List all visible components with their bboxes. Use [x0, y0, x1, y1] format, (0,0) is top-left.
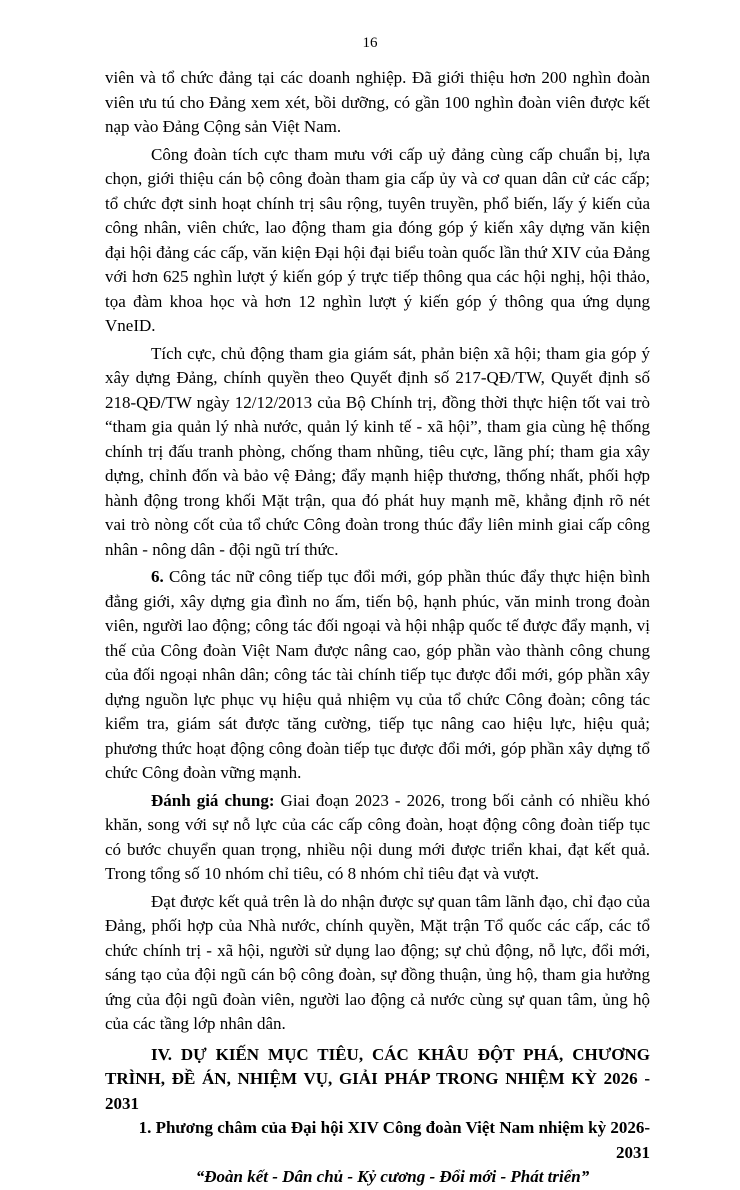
- paragraph-results: Đạt được kết quả trên là do nhận được sự quan tâm lãnh đạo, chỉ đạo của Đảng, phối hợp của Nhà nước, chính quyền, Mặt trận Tổ quốc các cấp, các tổ chức chính trị - xã hội, người sử dụng lao động; sự chủ động, nỗ lực, đổi mới, sáng tạo của đội ngũ cán bộ công đoàn, sự đồng thuận, ủng hộ, tham gia hưởng ứng của đội ngũ đoàn viên, người lao động cả nước cùng sự quan tâm, ủng hộ của các tầng lớp nhân dân.: [105, 891, 650, 1033]
- paragraph-general-assessment: [105, 789, 650, 887]
- guideline-subheading: 1. Phương châm của Đại hội XIV Công đoàn Việt Nam nhiệm kỳ 2026-2031: [138, 1118, 650, 1162]
- assessment-label: Đánh giá chung:: [151, 790, 275, 810]
- section-6-number: 6.: [151, 567, 164, 586]
- motto: “Đoàn kết - Dân chủ - Kỷ cương - Đổi mới - Phát triển”: [195, 1167, 590, 1186]
- assessment-text: Giai đoạn 2023 - 2026, trong bối cảnh có nhiều khó khăn, song với sự nỗ lực của các cấp công đoàn, hoạt động công đoàn tiếp tục có bước chuyển quan trọng, nhiều nội dung mới được triển khai, đạt kết quả. Trong tổng số 10 nhóm chỉ tiêu, có 8 nhóm chỉ tiêu đạt và vượt.: [105, 790, 650, 883]
- paragraph-union-advisory: Công đoàn tích cực tham mưu với cấp uỷ đảng cùng cấp chuẩn bị, lựa chọn, giới thiệu cán bộ công đoàn tham gia cấp ủy và cơ quan dân cử các cấp; tổ chức đợt sinh hoạt chính trị sâu rộng, tuyên truyền, phổ biến, lấy ý kiến của công nhân, viên chức, lao động tham gia đóng góp ý kiến xây dựng văn kiện đại hội đảng các cấp, văn kiện Đại hội đại biểu toàn quốc lần thứ XIV của Đảng với hơn 625 nghìn lượt ý kiến góp ý trực tiếp thông qua các hội nghị, hội thảo, tọa đàm khoa học và hơn 12 nghìn lượt ý kiến góp ý thông qua ứng dụng VneID.: [105, 144, 650, 335]
- paragraph-social-supervision: Tích cực, chủ động tham gia giám sát, phản biện xã hội; tham gia góp ý xây dựng Đảng, chính quyền theo Quyết định số 217-QĐ/TW, Quyết định số 218-QĐ/TW ngày 12/12/2013 của Bộ Chính trị, đồng thời thực hiện tốt vai trò “tham gia quản lý nhà nước, quản lý kinh tế - xã hội”, tham gia cùng hệ thống chính trị đấu tranh phòng, chống tham nhũng, tiêu cực, lãng phí; tham gia xây dựng, chỉnh đốn và bảo vệ Đảng; đẩy mạnh hiệp thương, thống nhất, phối hợp hành động trong khối Mặt trận, qua đó phát huy mạnh mẽ, khẳng định rõ nét vai trò nòng cốt của tổ chức Công đoàn trong thúc đẩy liên minh giai cấp công nhân - nông dân - đội ngũ trí thức.: [105, 343, 650, 559]
- section-6-text: Công tác nữ công tiếp tục đổi mới, góp phần thúc đẩy thực hiện bình đẳng giới, xây dựng gia đình no ấm, tiến bộ, hạnh phúc, văn minh trong đoàn viên, người lao động; công tác đối ngoại và hội nhập quốc tế được đẩy mạnh, vị thế của Công đoàn Việt Nam được nâng cao, góp phần vào thành công chung của đối ngoại nhân dân; công tác tài chính tiếp tục được đổi mới, góp phần xây dựng nguồn lực phục vụ hiệu quả nhiệm vụ của tổ chức Công đoàn; công tác kiểm tra, giám sát được tăng cường, tiếp tục nâng cao hiệu lực, hiệu quả; phương thức hoạt động công đoàn tiếp tục được đổi mới, góp phần xây dựng tổ chức Công đoàn vững mạnh.: [105, 567, 650, 782]
- paragraph-section-6: [105, 565, 650, 786]
- document-body: [105, 66, 650, 1190]
- page-number: 16: [362, 35, 378, 51]
- section-iv-heading: IV. DỰ KIẾN MỤC TIÊU, CÁC KHÂU ĐỘT PHÁ, CHƯƠNG TRÌNH, ĐỀ ÁN, NHIỆM VỤ, GIẢI PHÁP TRONG NHIỆM KỲ 2026 - 2031: [105, 1044, 650, 1113]
- paragraph-continuation: viên và tổ chức đảng tại các doanh nghiệp. Đã giới thiệu hơn 200 nghìn đoàn viên ưu tú cho Đảng xem xét, bồi dưỡng, có gần 100 nghìn đoàn viên được kết nạp vào Đảng Cộng sản Việt Nam.: [105, 68, 650, 136]
